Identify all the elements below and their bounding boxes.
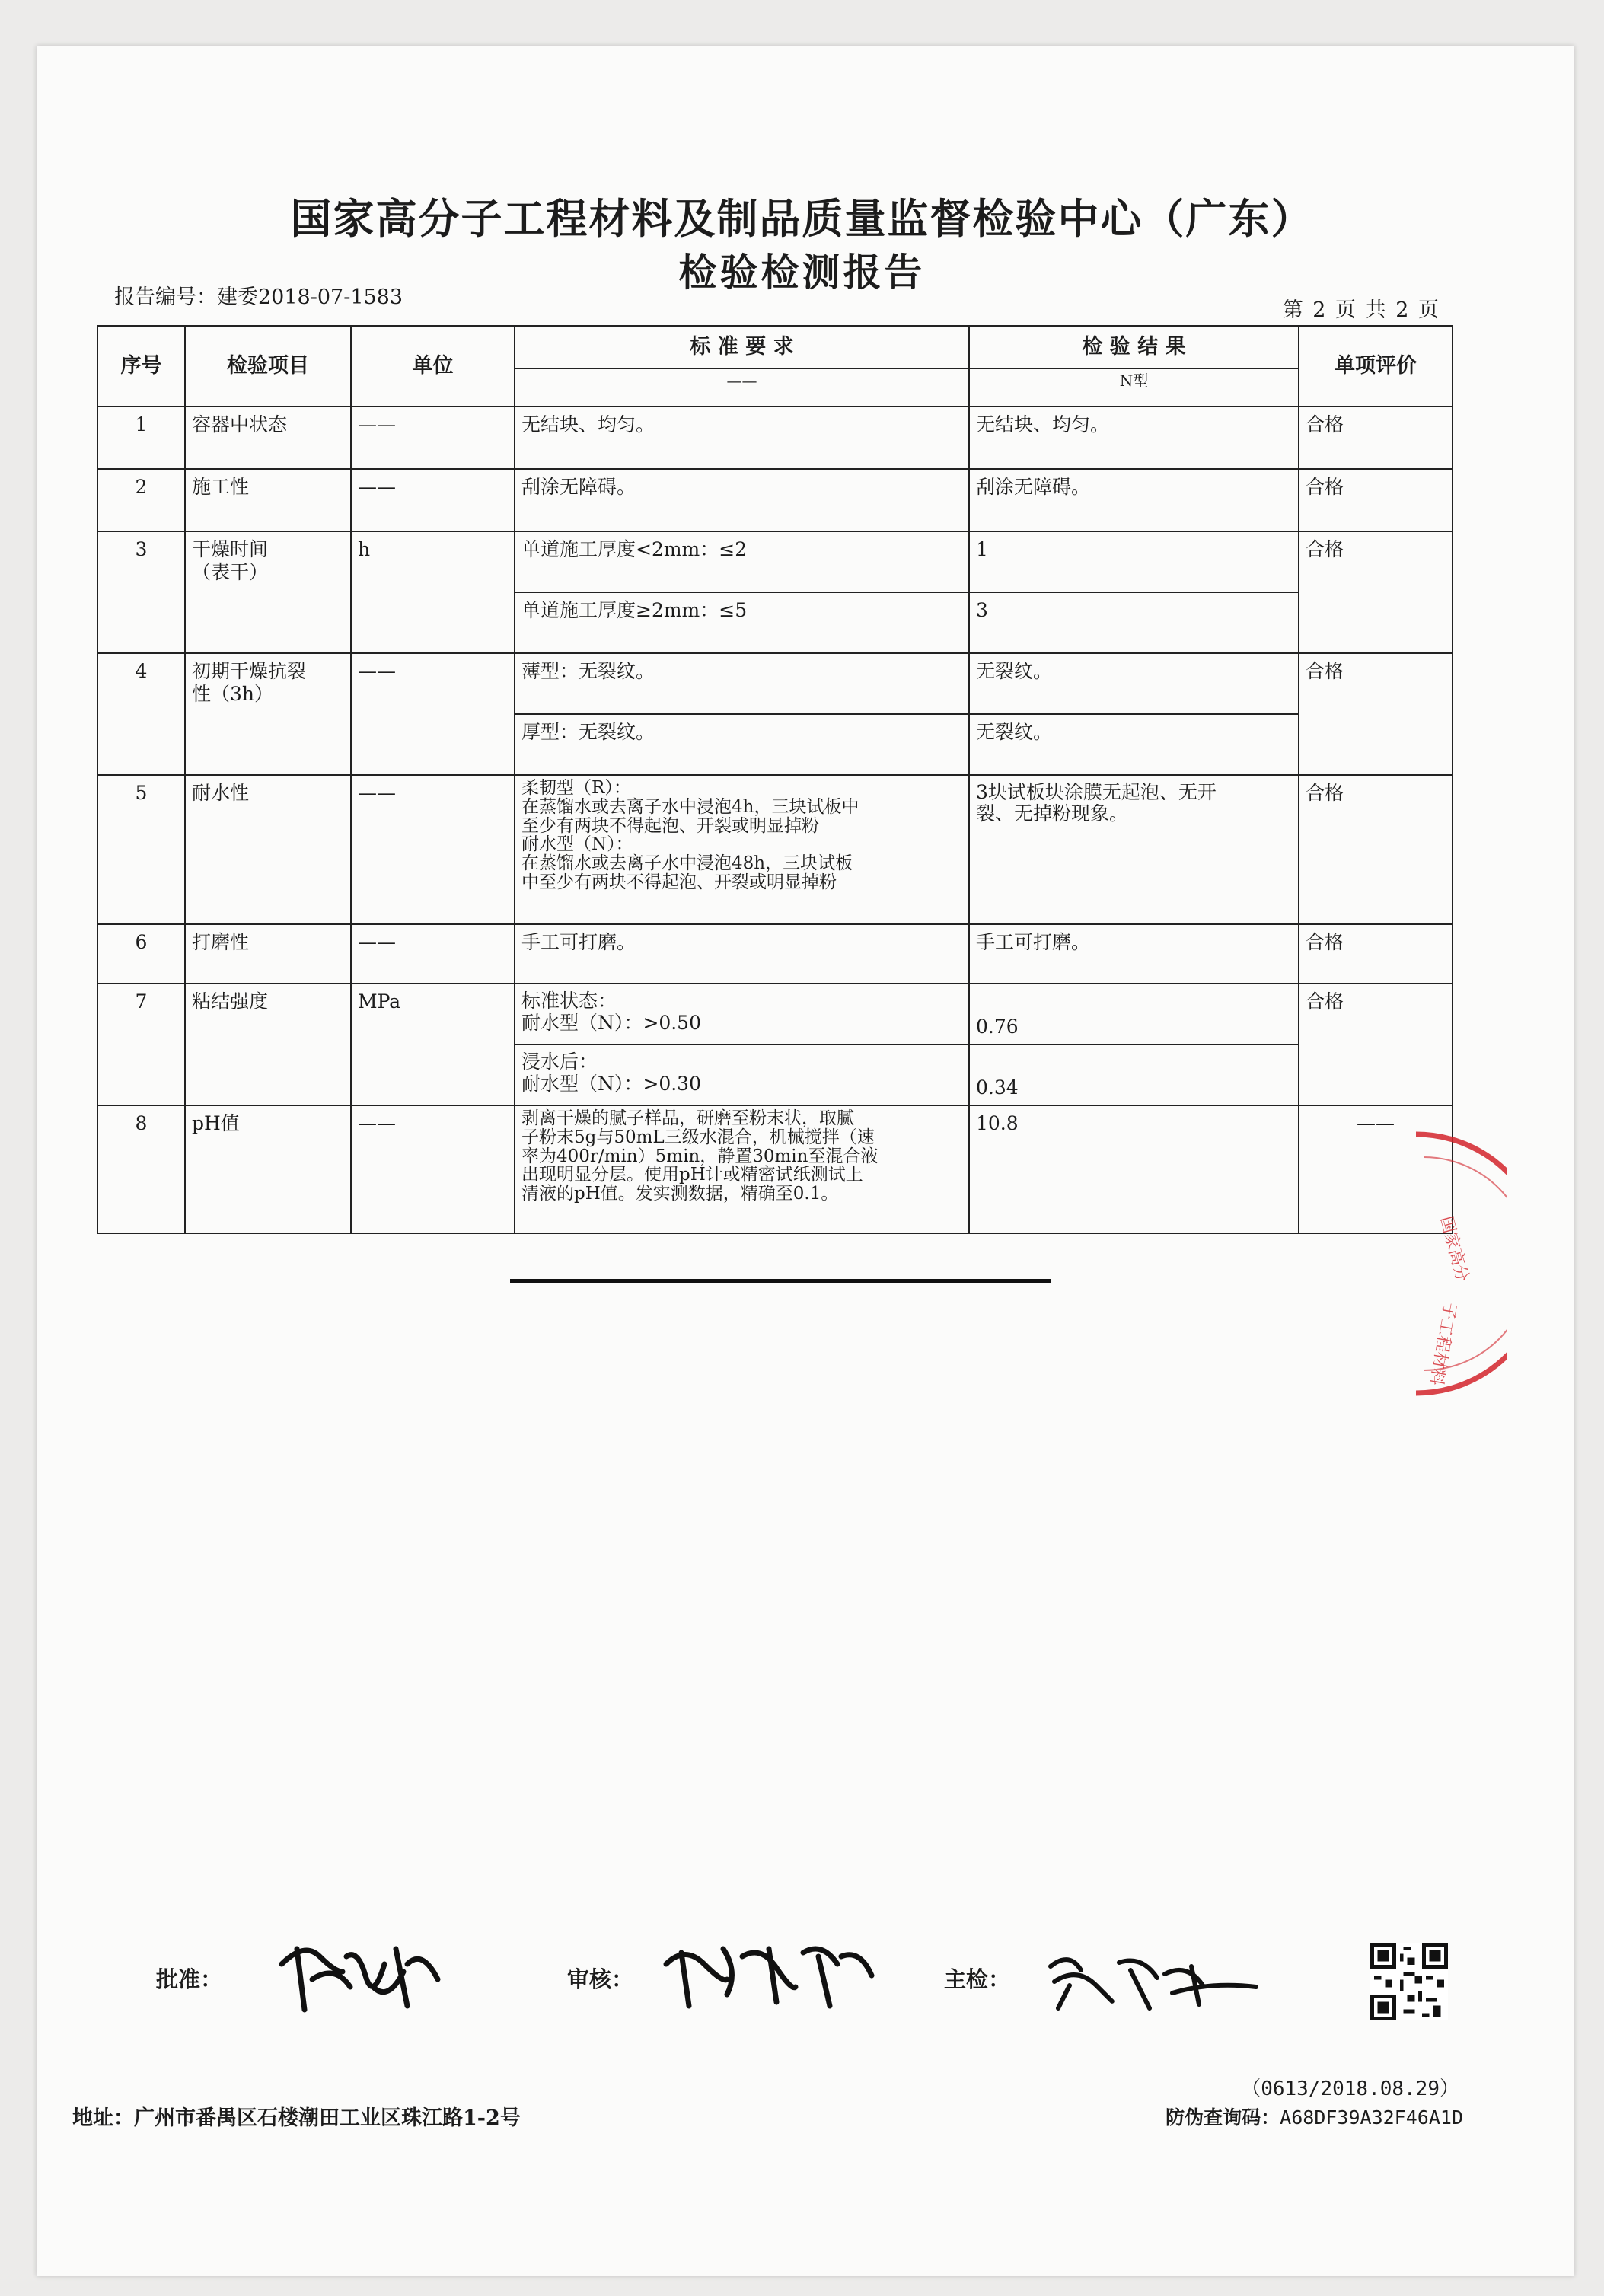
approve-signature: [274, 1934, 449, 2017]
row-result: 3块试板块涂膜无起泡、无开 裂、无掉粉现象。: [969, 775, 1299, 924]
row-seq: 7: [97, 984, 185, 1105]
row-evaluation: 合格: [1299, 469, 1453, 531]
row-result: 无结块、均匀。: [969, 407, 1299, 469]
row-result: 0.76: [969, 984, 1299, 1044]
report-subtitle: 检验检测报告: [678, 250, 926, 295]
row-unit: ——: [351, 653, 515, 775]
row-evaluation: 合格: [1299, 531, 1453, 653]
table-row: [97, 924, 1453, 984]
report-title: 国家高分子工程材料及制品质量监督检验中心（广东）: [290, 194, 1314, 243]
qr-code: [1370, 1943, 1448, 2020]
row-standard: 手工可打磨。: [515, 924, 969, 984]
address: 地址：广州市番禺区石楼潮田工业区珠江路1-2号: [72, 2106, 521, 2130]
row-result: 3: [969, 592, 1299, 653]
seal-stamp: [1401, 1127, 1507, 1401]
row-result: 无裂纹。: [969, 714, 1299, 775]
table-row: [97, 984, 1453, 1044]
table-row: [97, 469, 1453, 531]
row-result: 1: [969, 531, 1299, 592]
row-evaluation: 合格: [1299, 775, 1453, 924]
row-evaluation: 合格: [1299, 924, 1453, 984]
table-row: [97, 407, 1453, 469]
row-evaluation: ——: [1299, 1105, 1453, 1233]
inspect-signature: [1035, 1940, 1264, 2016]
table-row: [97, 653, 1453, 714]
row-unit: ——: [351, 924, 515, 984]
row-seq: 8: [97, 1105, 185, 1233]
header-evaluation: 单项评价: [1299, 326, 1453, 407]
header-result: 检 验 结 果: [969, 326, 1299, 368]
row-result: 无裂纹。: [969, 653, 1299, 714]
anti-fake-label: 防伪查询码：: [1166, 2106, 1280, 2129]
table-row: [97, 1105, 1453, 1233]
row-item: 耐水性: [185, 775, 351, 924]
row-seq: 6: [97, 924, 185, 984]
review-label: 审核：: [567, 1966, 634, 1992]
row-standard: 薄型：无裂纹。: [515, 653, 969, 714]
anti-fake-query: [1166, 2103, 1463, 2130]
anti-fake-code: A68DF39A32F46A1D: [1280, 2106, 1463, 2129]
report-number: 报告编号：建委2018-07-1583: [114, 285, 403, 309]
row-result: 10.8: [969, 1105, 1299, 1233]
row-standard: 浸水后： 耐水型（N）：>0.30: [515, 1044, 969, 1105]
date-code: （0613/2018.08.29）: [1241, 2078, 1459, 2100]
row-evaluation: 合格: [1299, 984, 1453, 1105]
row-standard: 标准状态： 耐水型（N）：>0.50: [515, 984, 969, 1044]
row-standard: 刮涂无障碍。: [515, 469, 969, 531]
row-standard: 单道施工厚度≥2mm：≤5: [515, 592, 969, 653]
row-item: 干燥时间 （表干）: [185, 531, 351, 653]
svg-text:国家高分: 国家高分: [1436, 1214, 1472, 1284]
row-result: 刮涂无障碍。: [969, 469, 1299, 531]
row-unit: ——: [351, 407, 515, 469]
inspect-label: 主检：: [944, 1966, 1011, 1992]
row-item: 施工性: [185, 469, 351, 531]
header-unit: 单位: [351, 326, 515, 407]
row-standard: 厚型：无裂纹。: [515, 714, 969, 775]
row-seq: 1: [97, 407, 185, 469]
header-standard: 标 准 要 求: [515, 326, 969, 368]
row-unit: ——: [351, 1105, 515, 1233]
row-standard: 无结块、均匀。: [515, 407, 969, 469]
row-unit: h: [351, 531, 515, 653]
row-evaluation: 合格: [1299, 407, 1453, 469]
row-unit: ——: [351, 775, 515, 924]
header-seq: 序号: [97, 326, 185, 407]
row-result: 0.34: [969, 1044, 1299, 1105]
row-unit: MPa: [351, 984, 515, 1105]
row-standard: 柔韧型（R）： 在蒸馏水或去离子水中浸泡4h，三块试板中 至少有两块不得起泡、开裂或明显掉粉 耐水型（N）： 在蒸馏水或去离子水中浸泡48h，三块试板 中至少有两块不得起泡、开裂或明显掉粉: [515, 775, 969, 924]
table-row: [97, 775, 1453, 924]
header-result-sub: N型: [969, 368, 1299, 407]
row-seq: 4: [97, 653, 185, 775]
row-standard: 单道施工厚度<2mm：≤2: [515, 531, 969, 592]
row-seq: 2: [97, 469, 185, 531]
row-standard: 剥离干燥的腻子样品，研磨至粉末状，取腻 子粉末5g与50mL三级水混合，机械搅拌（速 率为400r/min）5min，静置30min至混合液 出现明显分层。使用pH计或精密试纸测试上 清液的pH值。发实测数据，精确至0.1。: [515, 1105, 969, 1233]
svg-text:子工程材料: 子工程材料: [1425, 1300, 1459, 1387]
end-of-report-rule: [510, 1279, 1051, 1283]
row-unit: ——: [351, 469, 515, 531]
page-info: 第 2 页 共 2 页: [1282, 298, 1440, 322]
row-seq: 3: [97, 531, 185, 653]
table-row: [97, 531, 1453, 592]
review-signature: [655, 1934, 883, 2017]
row-item: 打磨性: [185, 924, 351, 984]
row-evaluation: 合格: [1299, 653, 1453, 775]
row-item: pH值: [185, 1105, 351, 1233]
approve-label: 批准：: [156, 1966, 223, 1992]
inspection-table: [97, 325, 1453, 1234]
row-item: 粘结强度: [185, 984, 351, 1105]
row-item: 容器中状态: [185, 407, 351, 469]
header-standard-sub: ——: [515, 368, 969, 407]
row-seq: 5: [97, 775, 185, 924]
row-item: 初期干燥抗裂 性（3h）: [185, 653, 351, 775]
header-item: 检验项目: [185, 326, 351, 407]
row-result: 手工可打磨。: [969, 924, 1299, 984]
